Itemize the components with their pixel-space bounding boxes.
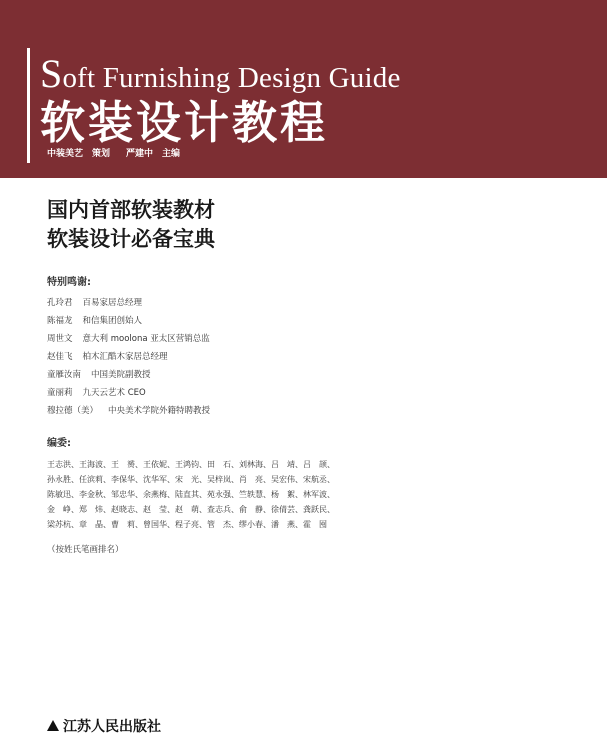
ordering-note: （按姓氏笔画排名） bbox=[47, 545, 124, 555]
thanks-name: 赵佳飞 bbox=[47, 352, 73, 362]
editors-line: 孙永胜、任滨莉、李保华、沈华军、宋 光、吴梓岚、肖 亮、吴宏伟、宋航丞、 bbox=[47, 475, 335, 484]
thanks-item bbox=[47, 402, 210, 420]
credits-line bbox=[47, 146, 189, 159]
thanks-item bbox=[47, 330, 210, 348]
thanks-title: 百易家居总经理 bbox=[82, 298, 143, 308]
planner-name: 中装美艺 bbox=[47, 149, 84, 159]
thanks-name: 童丽莉 bbox=[47, 388, 73, 398]
editors-line: 王志洪、王海波、王 赟、王依妮、王鸿钧、田 石、刘林海、吕 靖、吕 颉、 bbox=[47, 460, 335, 469]
thanks-title: 中国美院副教授 bbox=[91, 370, 151, 380]
slogan-line-1: 国内首部软装教材 bbox=[47, 198, 215, 222]
english-title-rest: oft Furnishing Design Guide bbox=[62, 62, 401, 94]
chinese-title: 软装设计教程 bbox=[40, 96, 329, 149]
thanks-name: 周世文 bbox=[47, 334, 73, 344]
editors-line: 金 峥、郑 炜、赵晓志、赵 莹、赵 萌、查志兵、俞 静、徐倩芸、龚跃民、 bbox=[47, 505, 335, 514]
english-title-initial: S bbox=[40, 51, 63, 96]
thanks-title: 和信集团创始人 bbox=[82, 316, 143, 326]
planner-role: 策划 bbox=[92, 149, 111, 159]
thanks-list bbox=[47, 294, 210, 420]
banner-accent-line bbox=[27, 48, 30, 163]
thanks-item bbox=[47, 348, 210, 366]
editors-line: 梁苏杭、章 晶、曹 莉、曾国华、程子亮、管 杰、缪小春、潘 燕、霍 囤 bbox=[47, 520, 327, 529]
publisher-logo-icon bbox=[47, 720, 59, 731]
thanks-heading: 特别鸣谢: bbox=[47, 277, 91, 288]
thanks-title: 九天云艺术 CEO bbox=[82, 388, 146, 398]
thanks-name: 穆拉德（美） bbox=[47, 406, 99, 416]
thanks-item bbox=[47, 294, 210, 312]
thanks-name: 孔玲君 bbox=[47, 298, 73, 308]
thanks-title: 意大利 moolona 亚太区营销总监 bbox=[82, 334, 210, 344]
editors-list bbox=[47, 457, 347, 532]
title-banner bbox=[0, 0, 607, 178]
thanks-name: 童雁汝南 bbox=[47, 370, 82, 380]
editors-heading: 编委: bbox=[47, 438, 71, 449]
editors-line: 陈敏迅、李金秋、邹忠华、余燕梅、陆直其、苑永强、竺轶慧、杨 絮、林军波、 bbox=[47, 490, 335, 499]
slogan-line-2: 软装设计必备宝典 bbox=[47, 227, 215, 251]
thanks-item bbox=[47, 312, 210, 330]
thanks-title: 中央美术学院外籍特聘教授 bbox=[108, 406, 211, 416]
publisher-name: 江苏人民出版社 bbox=[63, 719, 161, 735]
thanks-item bbox=[47, 384, 210, 402]
chief-editor-name: 严建中 bbox=[126, 149, 154, 159]
thanks-item bbox=[47, 366, 210, 384]
thanks-name: 陈福龙 bbox=[47, 316, 73, 326]
thanks-title: 柏木汇酷木家居总经理 bbox=[82, 352, 168, 362]
publisher bbox=[47, 716, 161, 736]
chief-editor-role: 主编 bbox=[162, 149, 181, 159]
